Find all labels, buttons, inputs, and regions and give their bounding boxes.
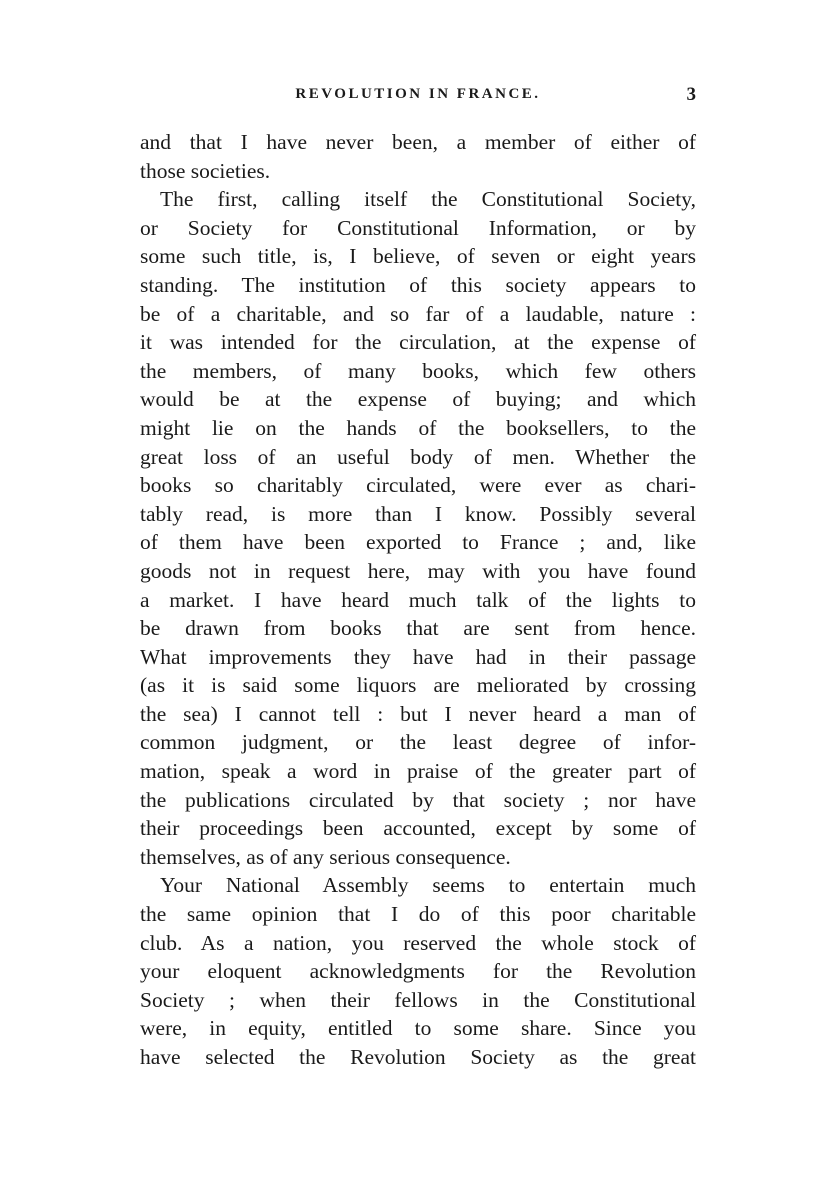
text-line: of them have been exported to France ; and, like <box>140 530 696 555</box>
text-line: were, in equity, entitled to some share. Since you <box>140 1016 696 1041</box>
text-line: the sea) I cannot tell : but I never heard a man of <box>140 701 696 726</box>
text-line: books so charitably circulated, were ever as chari- <box>140 473 696 498</box>
text-line: club. As a nation, you reserved the whole stock of <box>140 930 696 955</box>
text-line: and that I have never been, a member of either of <box>140 130 696 154</box>
text-line: great loss of an useful body of men. Whether the <box>140 444 696 469</box>
text-line: themselves, as of any serious consequence. <box>140 844 511 869</box>
text-line: goods not in request here, may with you have found <box>140 558 696 583</box>
running-header <box>140 86 696 110</box>
text-line: (as it is said some liquors are meliorated by crossing <box>140 673 696 698</box>
text-line: The first, calling itself the Constitutional Society, <box>160 187 696 212</box>
text-line: their proceedings been accounted, except by some of <box>140 816 696 841</box>
text-line: the publications circulated by that society ; nor have <box>140 787 696 812</box>
text-line: tably read, is more than I know. Possibly several <box>140 501 696 526</box>
text-line: standing. The institution of this society appears to <box>140 272 696 297</box>
running-title: REVOLUTION IN FRANCE. <box>295 86 541 102</box>
text-line: or Society for Constitutional Information, or by <box>140 215 696 240</box>
text-line: the members, of many books, which few others <box>140 358 696 383</box>
text-line: some such title, is, I believe, of seven or eight years <box>140 244 696 269</box>
text-line: it was intended for the circulation, at the expense of <box>140 330 696 355</box>
text-line: common judgment, or the least degree of infor- <box>140 730 696 755</box>
text-line: a market. I have heard much talk of the lights to <box>140 587 696 612</box>
text-line: mation, speak a word in praise of the greater part of <box>140 759 696 784</box>
text-line: What improvements they have had in their passage <box>140 644 696 669</box>
body-text <box>140 128 696 1072</box>
text-line: have selected the Revolution Society as the great <box>140 1045 696 1069</box>
text-line: those societies. <box>140 158 271 183</box>
page-number: 3 <box>686 84 696 105</box>
text-line: Your National Assembly seems to entertain much <box>160 873 696 898</box>
text-line: the same opinion that I do of this poor charitable <box>140 902 696 927</box>
text-line: would be at the expense of buying; and which <box>140 387 696 412</box>
text-line: Society ; when their fellows in the Constitutional <box>140 987 696 1012</box>
text-line: be drawn from books that are sent from hence. <box>140 616 696 641</box>
text-line: be of a charitable, and so far of a laudable, nature : <box>140 301 696 326</box>
text-line: might lie on the hands of the booksellers, to the <box>140 415 696 440</box>
text-line: your eloquent acknowledgments for the Revolution <box>140 959 696 984</box>
